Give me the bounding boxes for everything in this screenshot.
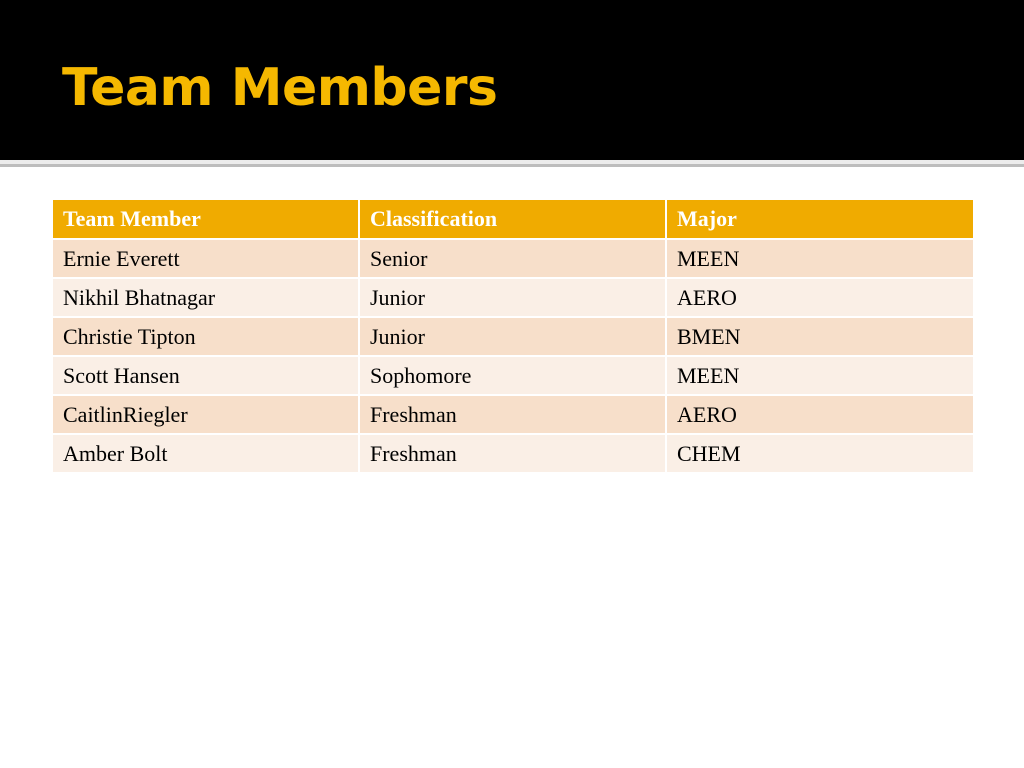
- cell-team-member: Ernie Everett: [52, 239, 359, 278]
- cell-classification: Sophomore: [359, 356, 666, 395]
- header-classification: Classification: [359, 199, 666, 239]
- cell-classification: Senior: [359, 239, 666, 278]
- cell-major: MEEN: [666, 356, 974, 395]
- header-team-member: Team Member: [52, 199, 359, 239]
- table-row: [52, 239, 974, 278]
- cell-major: BMEN: [666, 317, 974, 356]
- table-row: [52, 356, 974, 395]
- cell-major: AERO: [666, 278, 974, 317]
- cell-team-member: Christie Tipton: [52, 317, 359, 356]
- cell-team-member: Scott Hansen: [52, 356, 359, 395]
- team-members-table: [51, 198, 975, 474]
- table-header-row: [52, 199, 974, 239]
- table-row: [52, 317, 974, 356]
- cell-classification: Freshman: [359, 395, 666, 434]
- cell-team-member: Amber Bolt: [52, 434, 359, 473]
- cell-classification: Freshman: [359, 434, 666, 473]
- table-row: [52, 434, 974, 473]
- cell-major: CHEM: [666, 434, 974, 473]
- cell-major: AERO: [666, 395, 974, 434]
- header-major: Major: [666, 199, 974, 239]
- table-row: [52, 278, 974, 317]
- cell-team-member: CaitlinRiegler: [52, 395, 359, 434]
- title-divider-dark: [0, 164, 1024, 167]
- table-row: [52, 395, 974, 434]
- title-bar: [0, 0, 1024, 160]
- cell-classification: Junior: [359, 317, 666, 356]
- slide-title: Team Members: [62, 58, 498, 118]
- cell-team-member: Nikhil Bhatnagar: [52, 278, 359, 317]
- cell-classification: Junior: [359, 278, 666, 317]
- cell-major: MEEN: [666, 239, 974, 278]
